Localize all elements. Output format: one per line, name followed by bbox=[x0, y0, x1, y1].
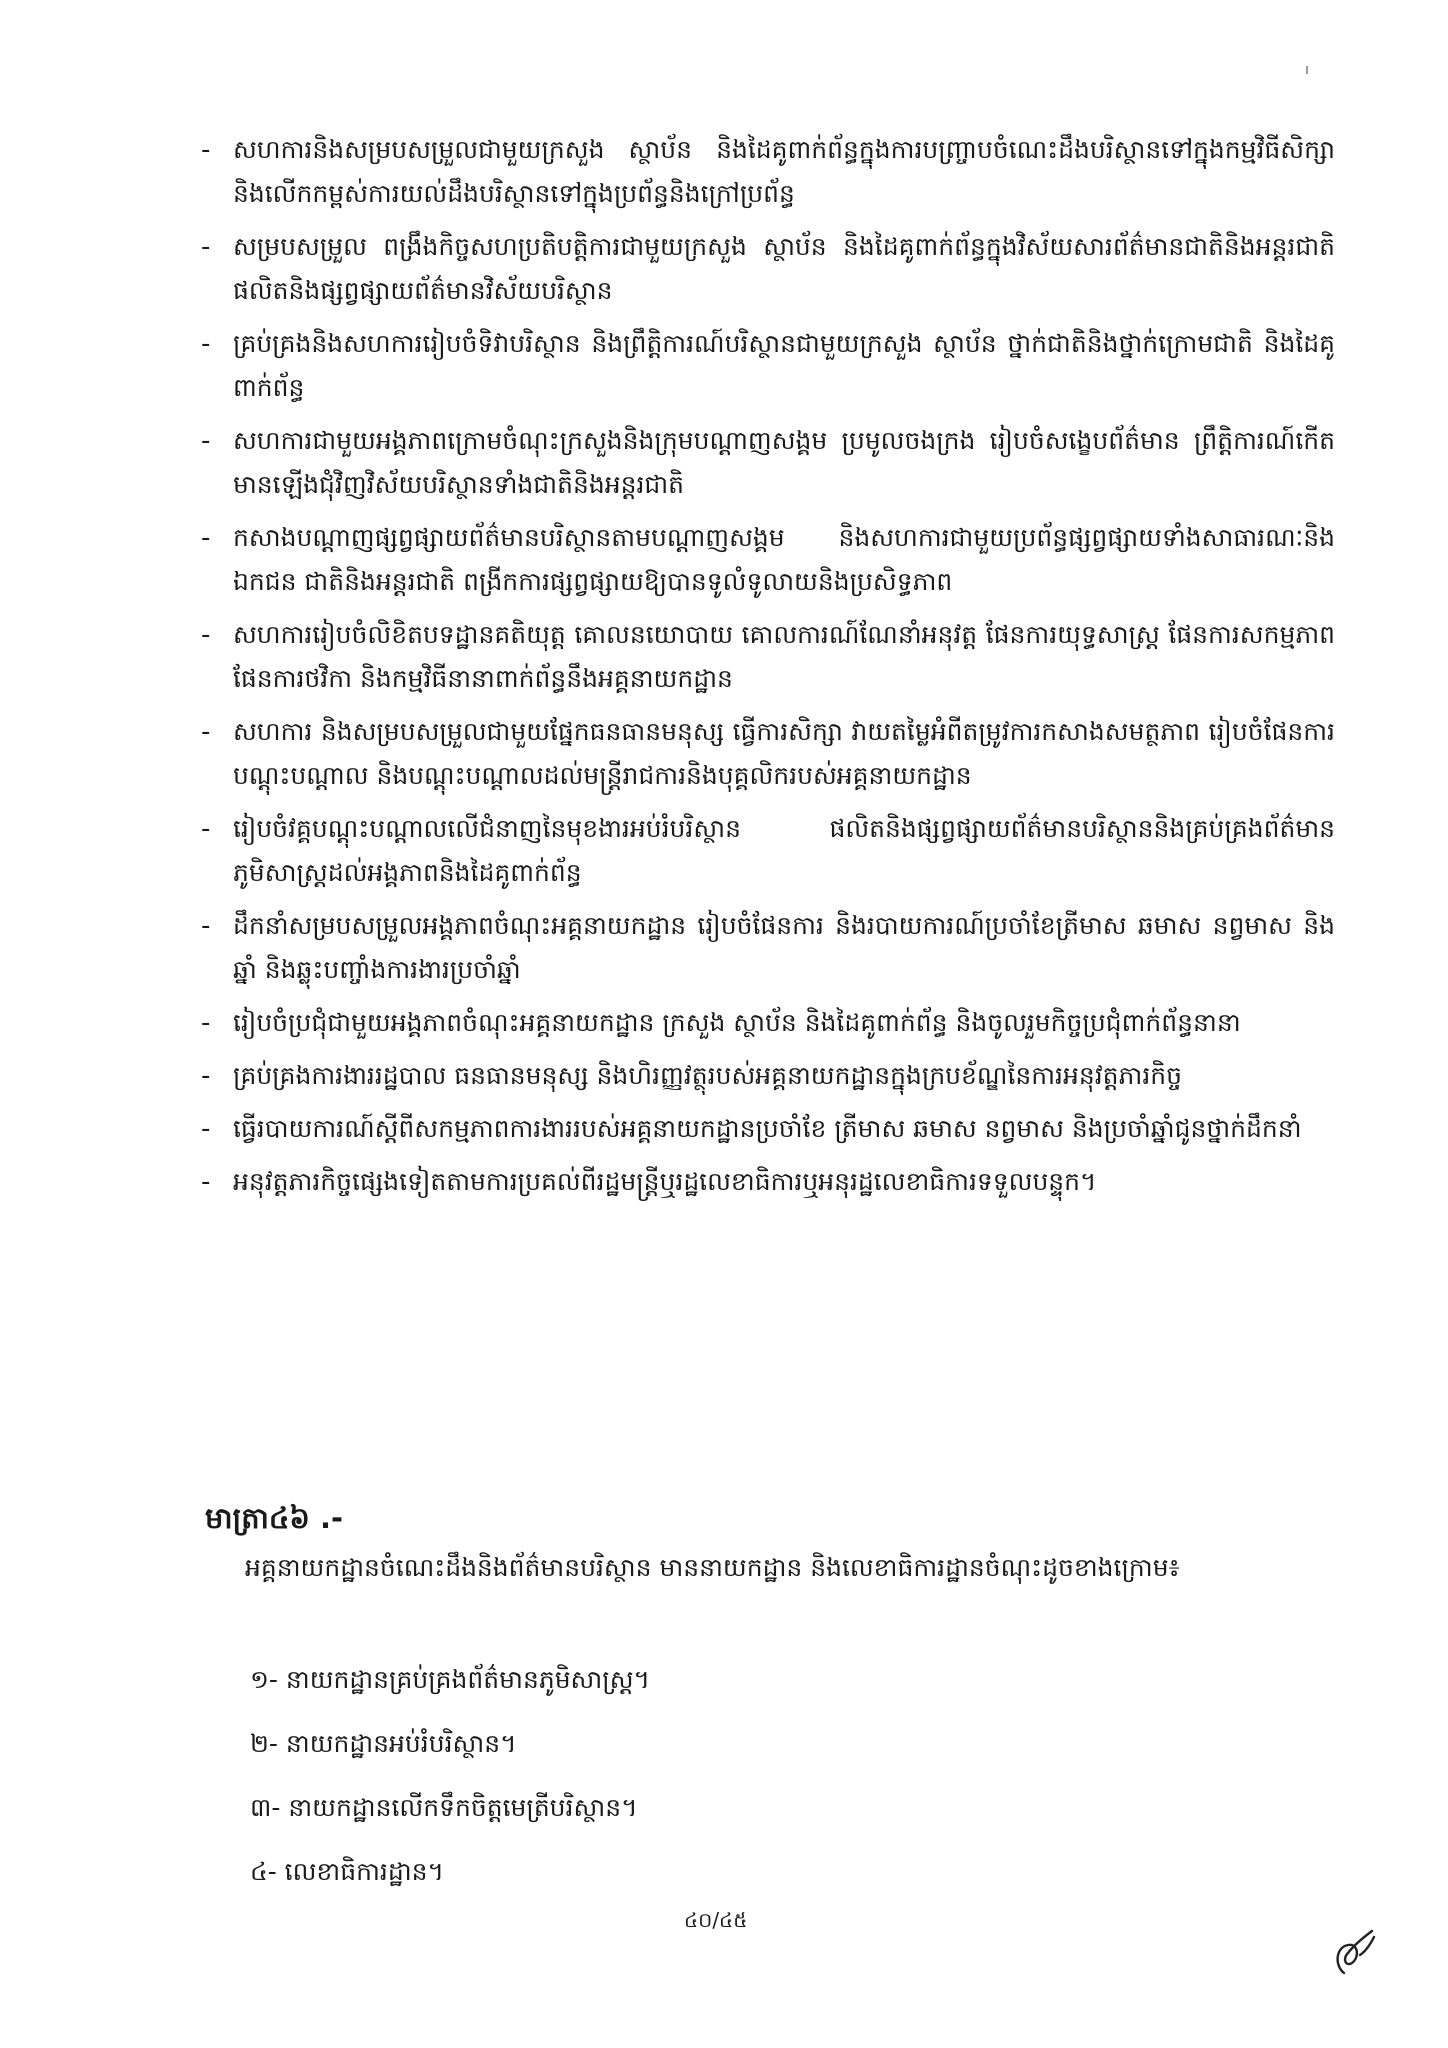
bullet-dash: - bbox=[201, 620, 211, 650]
duties-list bbox=[201, 128, 1335, 1213]
list-item-text: ដឹកនាំសម្របសម្រួលអង្គភាពចំណុះអគ្គនាយកដ្ឋាន រៀបចំផែនការ និងរបាយការណ៍ប្រចាំខែត្រីមាស ឆមាស នព្វមាស និងឆ្នាំ និងឆ្លុះបញ្ចាំងការងារប្រចាំឆ្នាំ bbox=[233, 911, 1335, 984]
bullet-dash: - bbox=[201, 911, 211, 941]
list-item-text: គ្រប់គ្រងការងាររដ្ឋបាល ធនធានមនុស្ស និងហិរញ្ញវត្ថុរបស់អគ្គនាយកដ្ឋានក្នុងក្របខ័ណ្ឌនៃការអនុវត្តភារកិច្ច bbox=[233, 1061, 1182, 1090]
bullet-dash: - bbox=[201, 1061, 211, 1091]
bullet-dash: - bbox=[201, 232, 211, 262]
list-item bbox=[201, 419, 1335, 507]
department-item: ១- នាយកដ្ឋានគ្រប់គ្រងព័ត៌មានភូមិសាស្ត្រ។ bbox=[250, 1665, 651, 1694]
list-item bbox=[201, 1107, 1335, 1151]
list-item-text: គ្រប់គ្រងនិងសហការរៀបចំទិវាបរិស្ថាន និងព្រឹត្តិការណ៍បរិស្ថានជាមួយក្រសួង ស្ថាប័ន ថ្នាក់ជាតិនិងថ្នាក់ក្រោមជាតិ និងដៃគូពាក់ព័ន្ធ bbox=[233, 329, 1335, 402]
bullet-dash: - bbox=[201, 814, 211, 844]
list-item-text: សហការជាមួយអង្គភាពក្រោមចំណុះក្រសួងនិងក្រុមបណ្តាញសង្គម ប្រមូលចងក្រង រៀបចំសង្ខេបព័ត៌មាន ព្រឹត្តិការណ៍កើតមានឡើងជុំវិញវិស័យបរិស្ថានទាំងជាតិនិងអន្តរជាតិ bbox=[233, 426, 1335, 499]
bullet-dash: - bbox=[201, 135, 211, 165]
list-item bbox=[201, 1054, 1335, 1098]
department-list bbox=[250, 1660, 1250, 1916]
list-item bbox=[201, 710, 1335, 798]
department-item: ៤- លេខាធិការដ្ឋាន។ bbox=[250, 1857, 444, 1886]
bullet-dash: - bbox=[201, 329, 211, 359]
scan-mark bbox=[1306, 66, 1308, 74]
list-item-text: អនុវត្តភារកិច្ចផ្សេងទៀតតាមការប្រគល់ពីរដ្ឋមន្ត្រីឬរដ្ឋលេខាធិការឬអនុរដ្ឋលេខាធិការទទួលបន្ទុក។ bbox=[233, 1167, 1097, 1196]
list-item-text: សហការនិងសម្របសម្រួលជាមួយក្រសួង ស្ថាប័ន និងដៃគូពាក់ព័ន្ធក្នុងការបញ្ច្រាបចំណេះដឹងបរិស្ថានទៅក្នុងកម្មវិធីសិក្សា និងលើកកម្ពស់ការយល់ដឹងបរិស្ថានទៅក្នុងប្រព័ន្ធនិងក្រៅប្រព័ន្ធ bbox=[233, 135, 1335, 208]
list-item bbox=[201, 225, 1335, 313]
bullet-dash: - bbox=[201, 717, 211, 747]
page-number: ៤០/៤៥ bbox=[684, 1908, 748, 1932]
list-item-text: ធ្វើរបាយការណ៍ស្តីពីសកម្មភាពការងាររបស់អគ្គនាយកដ្ឋានប្រចាំខែ ត្រីមាស ឆមាស នព្វមាស និងប្រចាំឆ្នាំជូនថ្នាក់ដឹកនាំ bbox=[233, 1114, 1302, 1143]
article-heading: មាត្រា៤៦ .- bbox=[205, 1501, 344, 1535]
list-item bbox=[201, 128, 1335, 216]
bullet-dash: - bbox=[201, 426, 211, 456]
department-item: ៣- នាយកដ្ឋានលើកទឹកចិត្តមេត្រីបរិស្ថាន។ bbox=[250, 1793, 638, 1822]
list-item-text: សហការរៀបចំលិខិតបទដ្ឋានគតិយុត្ត គោលនយោបាយ គោលការណ៍ណែនាំអនុវត្ត ផែនការយុទ្ធសាស្ត្រ ផែនការសកម្មភាព ផែនការថវិកា និងកម្មវិធីនានាពាក់ព័ន្ធនឹងអគ្គនាយកដ្ឋាន bbox=[233, 620, 1335, 693]
list-item-text: រៀបចំវគ្គបណ្តុះបណ្តាលលើជំនាញនៃមុខងារអប់រំបរិស្ថាន ផលិតនិងផ្សព្វផ្សាយព័ត៌មានបរិស្ថាននិងគ្រប់គ្រងព័ត៌មានភូមិសាស្ត្រដល់អង្គភាពនិងដៃគូពាក់ព័ន្ធ bbox=[233, 814, 1335, 887]
list-item bbox=[201, 1160, 1335, 1204]
list-item-text: កសាងបណ្តាញផ្សព្វផ្សាយព័ត៌មានបរិស្ថានតាមបណ្តាញសង្គម និងសហការជាមួយប្រព័ន្ធផ្សព្វផ្សាយទាំងសាធារណៈនិងឯកជន ជាតិនិងអន្តរជាតិ ពង្រីកការផ្សព្វផ្សាយឱ្យបានទូលំទូលាយនិងប្រសិទ្ធភាព bbox=[233, 523, 1335, 596]
list-item bbox=[201, 1001, 1335, 1045]
list-item-text: សហការ និងសម្របសម្រួលជាមួយផ្នែកធនធានមនុស្ស ធ្វើការសិក្សា វាយតម្លៃអំពីតម្រូវការកសាងសមត្ថភាព រៀបចំផែនការបណ្តុះបណ្តាល និងបណ្តុះបណ្តាលដល់មន្ត្រីរាជការនិងបុគ្គលិករបស់អគ្គនាយកដ្ឋាន bbox=[233, 717, 1335, 790]
list-item-text: សម្របសម្រួល ពង្រឹងកិច្ចសហប្រតិបត្តិការជាមួយក្រសួង ស្ថាប័ន និងដៃគូពាក់ព័ន្ធក្នុងវិស័យសារព័ត៌មានជាតិនិងអន្តរជាតិ ផលិតនិងផ្សព្វផ្សាយព័ត៌មានវិស័យបរិស្ថាន bbox=[233, 232, 1335, 305]
list-item bbox=[201, 904, 1335, 992]
bullet-dash: - bbox=[201, 1008, 211, 1038]
list-item bbox=[201, 613, 1335, 701]
list-item bbox=[201, 322, 1335, 410]
article-intro: អគ្គនាយកដ្ឋានចំណេះដឹងនិងព័ត៌មានបរិស្ថាន មាននាយកដ្ឋាន និងលេខាធិការដ្ឋានចំណុះដូចខាងក្រោម៖ bbox=[245, 1553, 1180, 1582]
bullet-dash: - bbox=[201, 1167, 211, 1197]
handwritten-initial bbox=[1330, 1925, 1380, 1980]
list-item bbox=[201, 807, 1335, 895]
list-item-text: រៀបចំប្រជុំជាមួយអង្គភាពចំណុះអគ្គនាយកដ្ឋាន ក្រសួង ស្ថាប័ន និងដៃគូពាក់ព័ន្ធ និងចូលរួមកិច្ចប្រជុំពាក់ព័ន្ធនានា bbox=[233, 1008, 1241, 1037]
bullet-dash: - bbox=[201, 523, 211, 553]
list-item bbox=[201, 516, 1335, 604]
bullet-dash: - bbox=[201, 1114, 211, 1144]
department-item: ២- នាយកដ្ឋានអប់រំបរិស្ថាន។ bbox=[250, 1729, 517, 1758]
